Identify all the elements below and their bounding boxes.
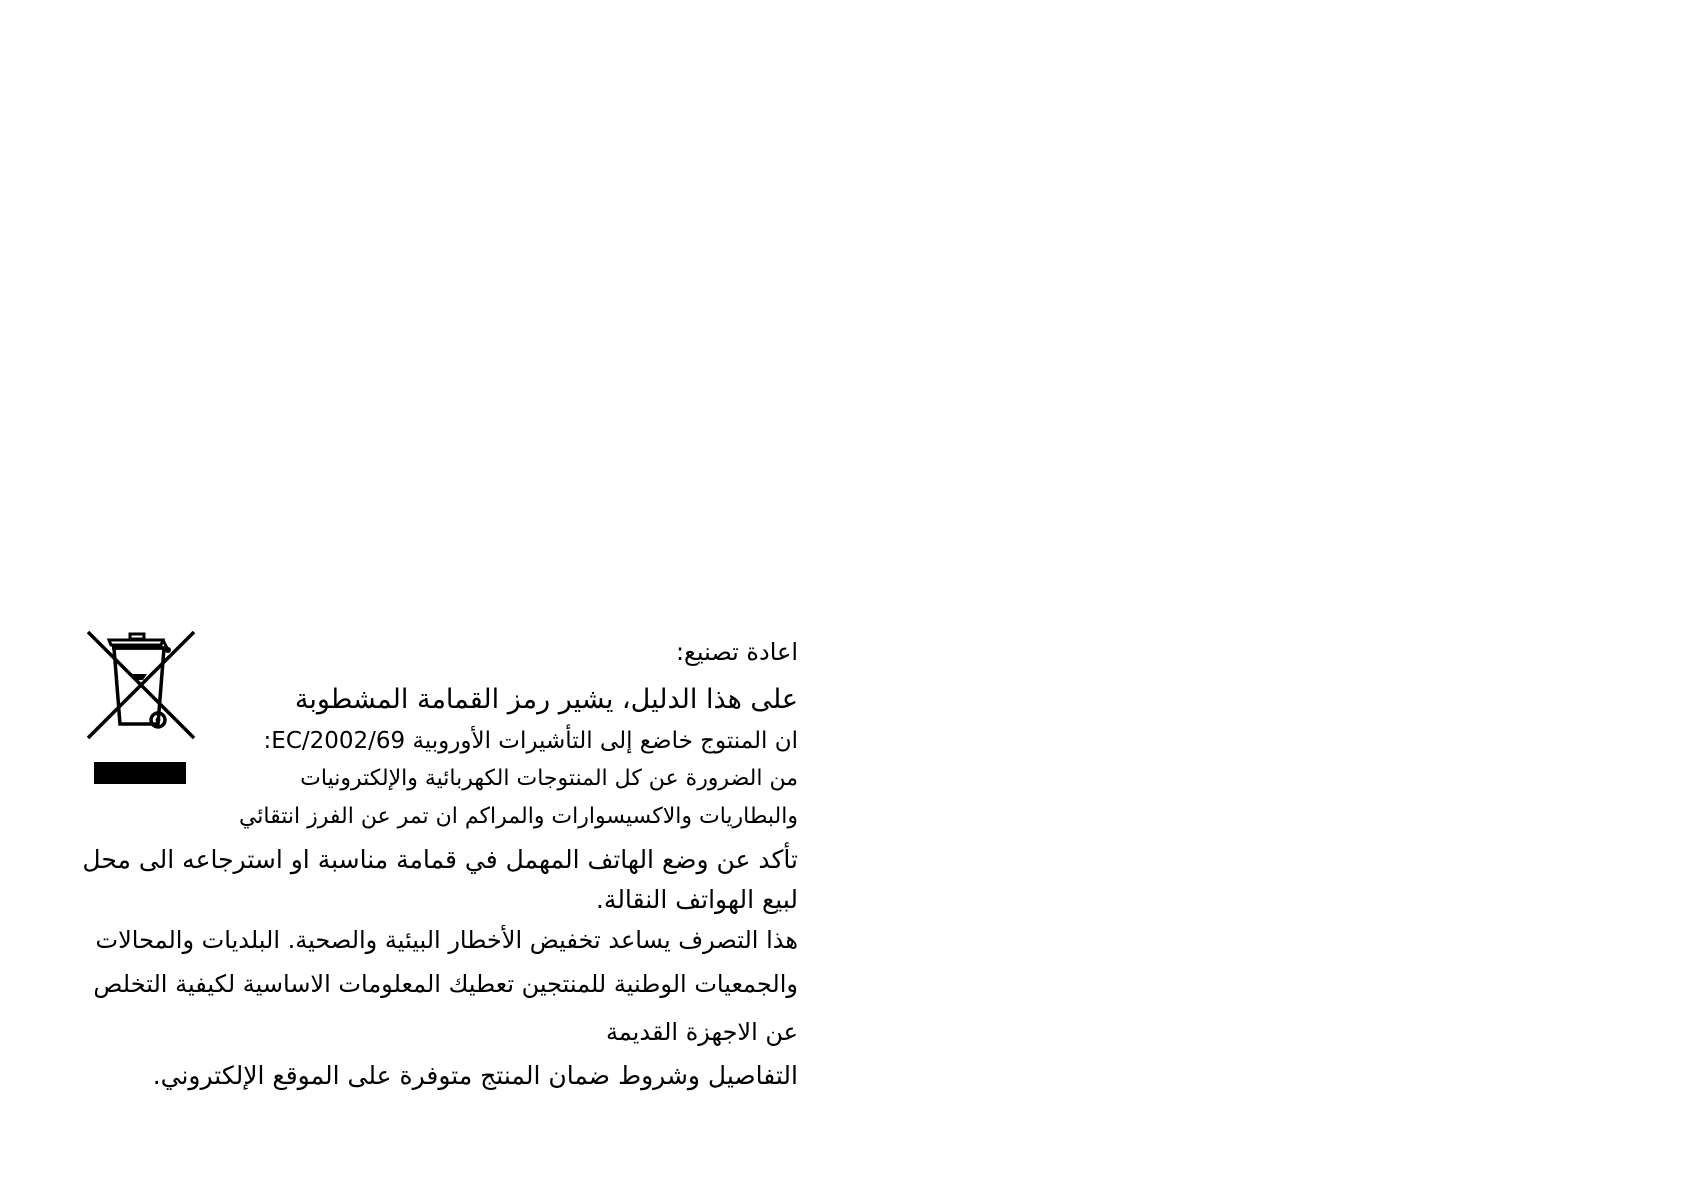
recycling-title: اعادة تصنيع: (675, 638, 798, 666)
notice-line-10: التفاصيل وشروط ضمان المنتج متوفرة على الموقع الإلكتروني. (152, 1061, 798, 1090)
notice-line-2: ان المنتوج خاضع إلى التأشيرات الأوروبية EC/2002/69: (263, 728, 798, 754)
notice-line-9: عن الاجهزة القديمة (605, 1018, 798, 1046)
recycling-notice (78, 630, 798, 1096)
notice-line-8: والجمعيات الوطنية للمنتجين تعطيك المعلومات الاساسية لكيفية التخلص (93, 970, 798, 998)
notice-line-6: لبيع الهواتف النقالة. (595, 885, 798, 914)
notice-line-3: من الضرورة عن كل المنتوجات الكهربائية والإلكترونيات (300, 766, 798, 791)
notice-line-5: تأكد عن وضع الهاتف المهمل في قمامة مناسبة او استرجاعه الى محل (82, 845, 798, 874)
notice-line-1: على هذا الدليل، يشير رمز القمامة المشطوبة (294, 684, 798, 715)
notice-line-7: هذا التصرف يساعد تخفيض الأخطار البيئية والصحية. البلديات والمحالات (95, 926, 798, 954)
notice-line-4: والبطاريات والاكسيسوارات والمراكم ان تمر عن الفرز انتقائي (238, 804, 798, 829)
